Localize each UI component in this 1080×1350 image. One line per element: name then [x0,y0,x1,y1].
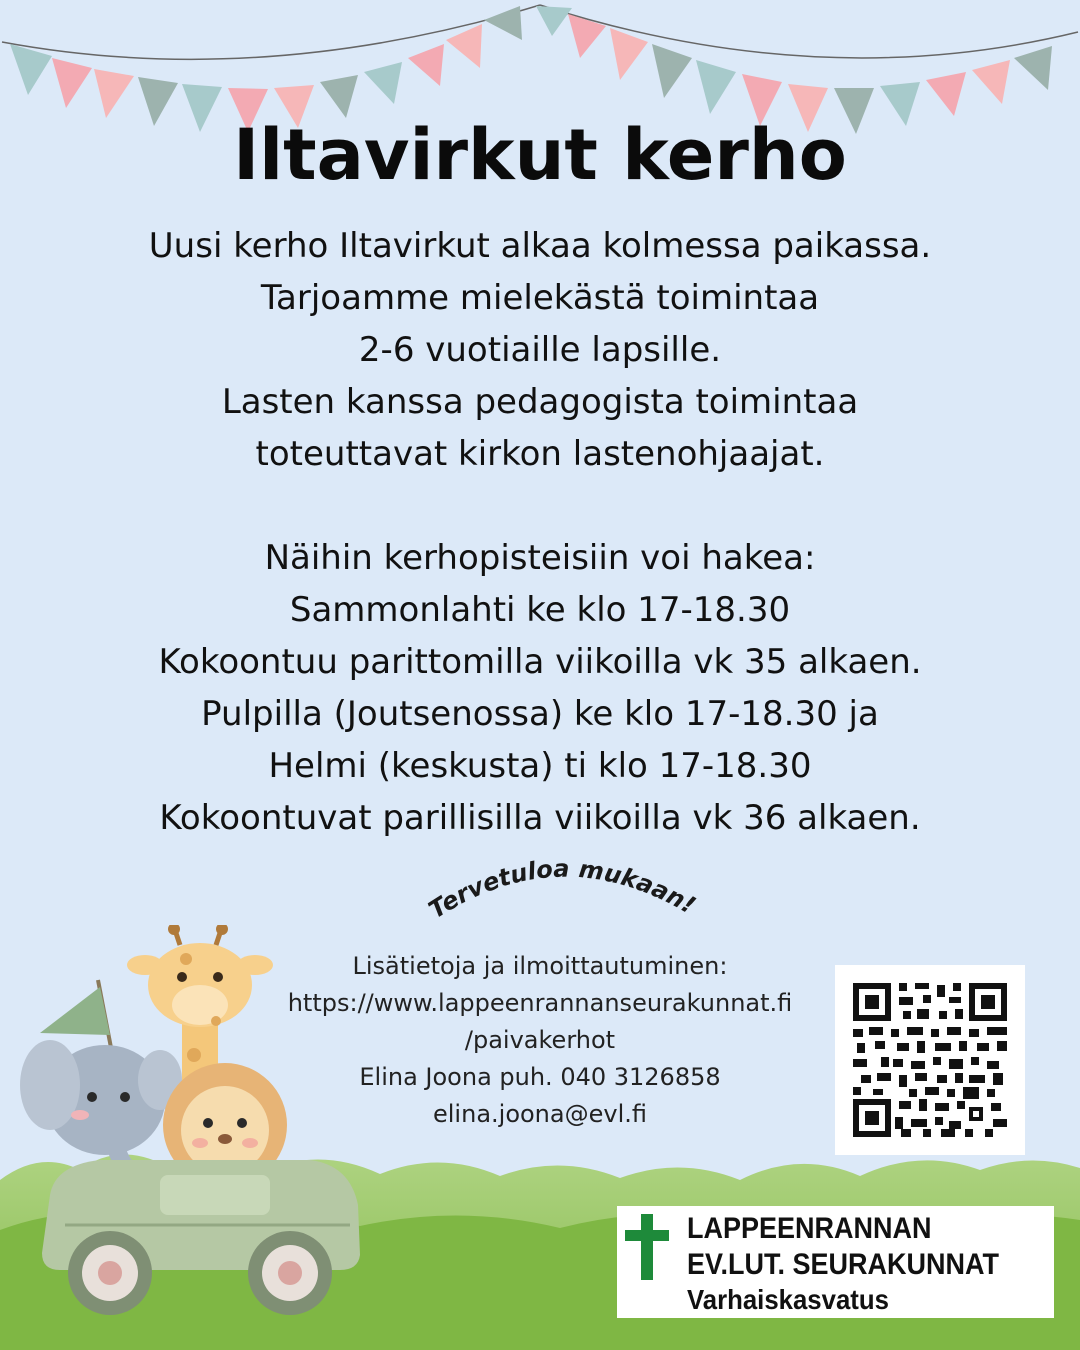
intro-line: Uusi kerho Iltavirkut alkaa kolmessa paikassa. [148,226,932,266]
svg-text:Tervetuloa mukaan! [424,855,700,925]
logo-line-1: LAPPEENRANNAN [687,1212,932,1245]
contact-email[interactable]: elina.joona@evl.fi [433,1100,647,1128]
locations-line: Helmi (keskusta) ti klo 17-18.30 [268,746,812,786]
contact-url[interactable]: https://www.lappeenrannanseurakunnat.fi [287,989,793,1017]
contact-person: Elina Joona puh. 040 3126858 [359,1063,721,1091]
spacer [0,480,1080,532]
body-text [0,220,1080,844]
contact-heading: Lisätietoja ja ilmoittautuminen: [352,952,728,980]
intro-line: toteuttavat kirkon lastenohjaajat. [255,434,825,474]
logo-line-2: EV.LUT. SEURAKUNNAT [687,1248,1000,1281]
locations-line: Kokoontuu parittomilla viikoilla vk 35 alkaen. [158,642,922,682]
logo-line-3: Varhaiskasvatus [687,1284,889,1315]
qr-code-icon [853,983,1007,1137]
welcome-label: Tervetuloa mukaan! [423,854,701,925]
intro-line: 2-6 vuotiaille lapsille. [358,330,722,370]
contact-url-path[interactable]: /paivakerhot [464,1026,616,1054]
animals-in-car-icon [10,925,380,1335]
intro-line: Lasten kanssa pedagogista toimintaa [221,382,859,422]
page-title: Iltavirkut kerho [233,114,847,196]
cross-icon [625,1214,669,1280]
locations-line: Pulpilla (Joutsenossa) ke klo 17-18.30 ja [201,694,879,734]
locations-line: Sammonlahti ke klo 17-18.30 [289,590,791,630]
locations-line: Kokoontuvat parillisilla viikoilla vk 36 alkaen. [159,798,921,838]
intro-line: Tarjoamme mielekästä toimintaa [260,278,820,318]
locations-line: Näihin kerhopisteisiin voi hakea: [264,538,816,578]
organization-logo [617,1206,1054,1318]
welcome-text [410,838,710,938]
